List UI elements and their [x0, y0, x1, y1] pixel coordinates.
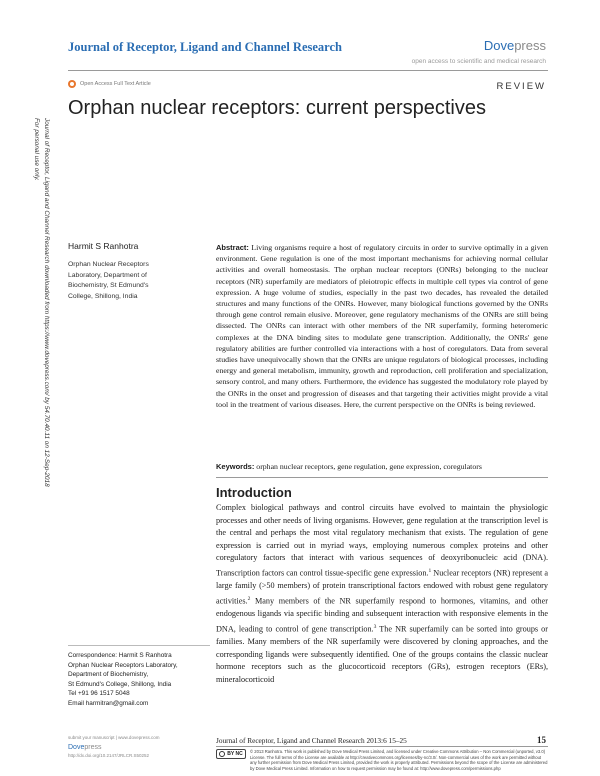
abstract-label: Abstract: — [216, 243, 249, 252]
dovepress-logo[interactable] — [412, 38, 546, 53]
logo-main: Dove — [483, 38, 515, 53]
affiliation-line: Biochemistry, St Edmund's — [68, 282, 149, 289]
intro-paragraph-part: Many members of the NR superfamily respond to hormones, vitamins, and other endogenous ligands via specific binding and subsequent interaction with responsive elements in the DNA, leading to control of gene transcription. — [216, 596, 548, 634]
author-affiliation — [68, 260, 208, 302]
author-name: Harmit S Ranhotra — [68, 241, 139, 251]
abstract — [216, 242, 548, 410]
intro-paragraph-part: Nuclear receptors (NR) represent a large family (>50 members) of protein transcriptional factors endowed with robust gene regulatory activities. — [216, 568, 548, 606]
footer-divider — [216, 746, 548, 747]
correspondence-line: Orphan Nuclear Receptors Laboratory, — [68, 661, 178, 669]
footer-dovepress-logo[interactable] — [68, 744, 208, 751]
license-block — [216, 749, 548, 771]
keywords — [216, 462, 548, 471]
affiliation-line: Orphan Nuclear Receptors — [68, 261, 149, 268]
footer-citation: Journal of Receptor, Ligand and Channel Research 2013:6 15–25 — [216, 736, 407, 745]
submit-manuscript-link[interactable]: submit your manuscript | www.dovepress.com — [68, 735, 160, 740]
download-notice: Journal of Receptor, Ligand and Channel Research downloaded from https://www.dovepress.com/ by 54.70.40.11 on 12-Sep-2018 — [43, 118, 50, 487]
correspondence-block — [68, 651, 210, 709]
reference-citation[interactable]: 3 — [373, 623, 377, 630]
keywords-label: Keywords: — [216, 462, 255, 471]
keywords-divider — [216, 477, 548, 478]
footer-publisher — [68, 735, 208, 758]
open-access-label: Open Access Full Text Article — [80, 81, 151, 87]
cc-circle-icon — [219, 751, 225, 757]
correspondence-email[interactable]: Email harmitran@gmail.com — [68, 699, 149, 707]
license-text: © 2013 Ranhotra. This work is published by Dove Medical Press Limited, and licensed under Creative Commons Attribution – Non Commercial (unported, v3.0) License. The full terms of the License are available at http://creativecommons.org/licenses/by-nc/3.0/. Non-commercial uses of the work are permitted without any further permission from Dove Medical Press Limited, provided the work is properly attributed. Permissions beyond the scope of the License are administered by Dove Medical Press Limited. Information on how to request permission may be found at: http://www.dovepress.com/permissions.php — [250, 749, 548, 771]
header-divider — [68, 70, 548, 71]
introduction-heading: Introduction — [216, 485, 292, 500]
reference-citation[interactable]: 2 — [247, 595, 251, 602]
cc-label: BY NC — [227, 751, 243, 757]
intro-paragraph-part: The NR superfamily can be sorted into groups or families. Many members of the NR superfamily were discovered by cloning approaches, and the corresponding ligands were subsequently identified. One of the groups contains the classic nuclear hormone receptors such as the glucocorticoid receptors (GRs), estrogen receptors (ERs), mineralocorticoid — [216, 624, 548, 684]
page-number: 15 — [537, 735, 546, 745]
doi-link[interactable]: http://dx.doi.org/10.2147/JRLCR.S50252 — [68, 753, 150, 758]
open-access-icon — [68, 80, 76, 88]
creative-commons-icon[interactable] — [216, 749, 246, 759]
publisher-logo[interactable] — [412, 38, 546, 65]
keywords-text: orphan nuclear receptors, gene regulation, gene expression, coregulators — [254, 462, 482, 471]
article-title: Orphan nuclear receptors: current perspectives — [68, 97, 486, 119]
footer-logo-main: Dove — [68, 744, 85, 751]
affiliation-line: College, Shillong, India — [68, 292, 138, 300]
correspondence-line: Tel +91 96 1517 5048 — [68, 690, 130, 698]
affiliation-line: Laboratory, Department of — [68, 271, 147, 279]
publisher-tagline: open access to scientific and medical research — [411, 58, 546, 65]
reference-citation[interactable]: 1 — [428, 567, 432, 574]
journal-title: Journal of Receptor, Ligand and Channel Research — [68, 40, 342, 54]
open-access-badge — [68, 80, 151, 88]
personal-use-notice: For personal use only. — [33, 118, 40, 181]
correspondence-line: St Edmund's College, Shillong, India — [68, 680, 172, 688]
article-type: REVIEW — [496, 81, 546, 92]
intro-paragraph-part: Complex biological pathways and control circuits have evolved to maintain the physiologic processes and other needs of living organisms. However, gene regulation at the transcription level is the central and perhaps the most vital regulatory mechanism that exists. The regulation of gene expression is carried out in myriad ways, employing numerous complex proteins and other coregulatory factors that interact with various sequences of deoxyribonucleic acid (DNA). Transcription factors can control tissue-specific gene expression. — [216, 503, 548, 578]
logo-suffix: press — [514, 38, 546, 53]
footer-logo-suffix: press — [84, 744, 102, 751]
download-watermark — [20, 118, 50, 548]
abstract-text: Living organisms require a host of regulatory circuits in order to survive optimally in a given environment. Gene regulation is one of the most important mechanisms for achieving normal cellular activities and overall homeostasis. The orphan nuclear receptors (ONRs) belonging to the nuclear receptors (NR) superfamily are mediators of pleiotropic effects in multiple cell types via control of gene expression. A huge volume of studies, especially in the past two decades, has revealed the detailed structures and many functions of the ONRs. However, many biological functions governed by the ONRs through gene control remain elusive. Moreover, gene regulatory mechanisms of the ONRs are still being dissected. The ONRs can interact with other members of the NR superfamily, forming heteromeric complexes at the DNA binding sites to modulate gene transcription. Additionally, the ONRs' gene regulatory abilities are further controlled via interactions with a host of coregulators. Data from several studies have unequivocally shown that the ONRs are unique regulators of biological processes, including energy and general metabolism, immunity, growth and reproduction, cell proliferation and specialization, sensory control, and many others. Furthermore, the evidence has suggested the modulatory role played by the ONRs in the onset and progression of diseases and that targeting their activities might provide a vital tool in the treatment of various diseases. Here, the current perspective on the ONRs is being reviewed. — [216, 243, 548, 409]
introduction-body — [216, 502, 548, 687]
correspondence-line: Department of Biochemistry, — [68, 671, 149, 679]
author-block — [68, 241, 208, 302]
correspondence-divider — [68, 645, 210, 646]
correspondence-line: Correspondence: Harmit S Ranhotra — [68, 652, 172, 659]
